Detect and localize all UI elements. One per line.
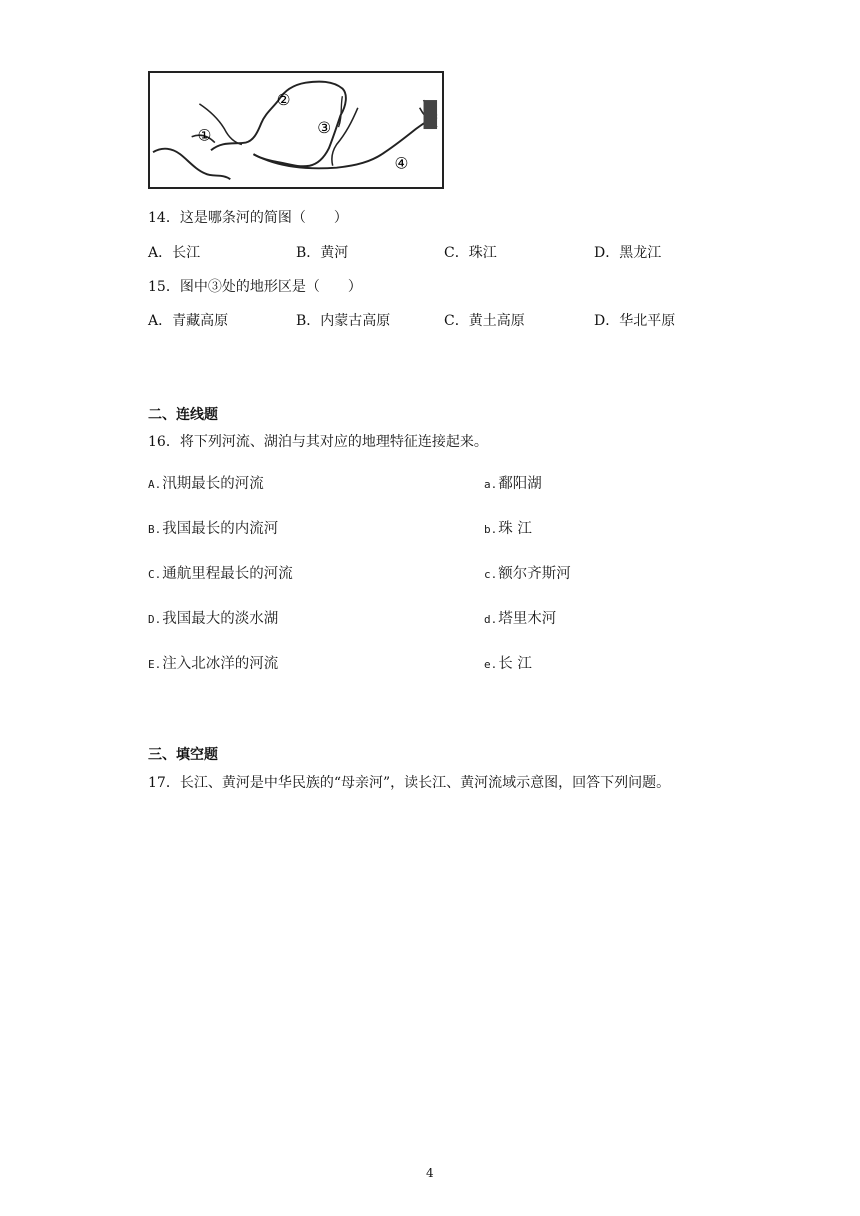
sea-area (424, 100, 438, 129)
match-right-text: 长 江 (498, 656, 532, 672)
match-left-key: C. (148, 568, 162, 581)
marker-1: ① (197, 126, 212, 145)
match-left-text: 通航里程最长的河流 (162, 566, 293, 582)
q15-stem: 15．图中③处的地形区是（ ） (148, 279, 362, 295)
yellow-river-map (148, 71, 444, 189)
match-left-key: E. (148, 658, 162, 671)
marker-3: ③ (317, 118, 332, 137)
q14-option-d[interactable]: D．黑龙江 (594, 245, 662, 261)
match-right-e[interactable] (484, 652, 532, 673)
match-left-d[interactable] (148, 607, 278, 628)
lower-river-line (253, 117, 437, 168)
match-left-text: 我国最大的淡水湖 (162, 611, 279, 627)
q16-stem: 16．将下列河流、湖泊与其对应的地理特征连接起来。 (148, 434, 488, 450)
page-number: 4 (426, 1166, 434, 1180)
match-left-text: 注入北冰洋的河流 (162, 656, 279, 672)
match-left-text: 汛期最长的河流 (162, 476, 264, 492)
q15-option-a[interactable]: A．青藏高原 (148, 313, 229, 329)
match-right-key: a. (484, 478, 498, 491)
match-right-c[interactable] (484, 562, 571, 583)
match-right-key: d. (484, 613, 498, 626)
q14-option-a[interactable]: A．长江 (148, 245, 201, 261)
q15-option-c[interactable]: C．黄土高原 (444, 313, 525, 329)
match-right-key: b. (484, 523, 498, 536)
match-left-key: B. (148, 523, 162, 536)
match-left-text: 我国最长的内流河 (162, 521, 279, 537)
match-right-text: 珠 江 (498, 521, 532, 537)
q14-option-c[interactable]: C．珠江 (444, 245, 497, 261)
match-right-text: 塔里木河 (498, 611, 557, 627)
marker-4: ④ (394, 154, 409, 173)
match-right-b[interactable] (484, 517, 532, 538)
match-right-text: 鄱阳湖 (498, 476, 542, 492)
match-left-c[interactable] (148, 562, 293, 583)
tributary-3 (332, 108, 358, 166)
q14-option-b[interactable]: B．黄河 (296, 245, 349, 261)
match-right-text: 额尔齐斯河 (498, 566, 571, 582)
marker-2: ② (276, 90, 291, 109)
river-sketch (150, 73, 442, 187)
q15-option-b[interactable]: B．内蒙古高原 (296, 313, 391, 329)
match-left-e[interactable] (148, 652, 278, 673)
q15-option-d[interactable]: D．华北平原 (594, 313, 676, 329)
match-left-a[interactable] (148, 472, 264, 493)
match-right-key: e. (484, 658, 498, 671)
match-left-b[interactable] (148, 517, 278, 538)
match-right-key: c. (484, 568, 498, 581)
match-right-a[interactable] (484, 472, 542, 493)
section3-title: 三、填空题 (148, 747, 218, 763)
match-right-d[interactable] (484, 607, 556, 628)
match-left-key: A. (148, 478, 162, 491)
section2-title: 二、连线题 (148, 407, 218, 423)
q14-stem: 14．这是哪条河的简图（ ） (148, 210, 348, 226)
match-left-key: D. (148, 613, 162, 626)
q17-stem: 17．长江、黄河是中华民族的“母亲河”，读长江、黄河流域示意图，回答下列问题。 (148, 775, 671, 791)
